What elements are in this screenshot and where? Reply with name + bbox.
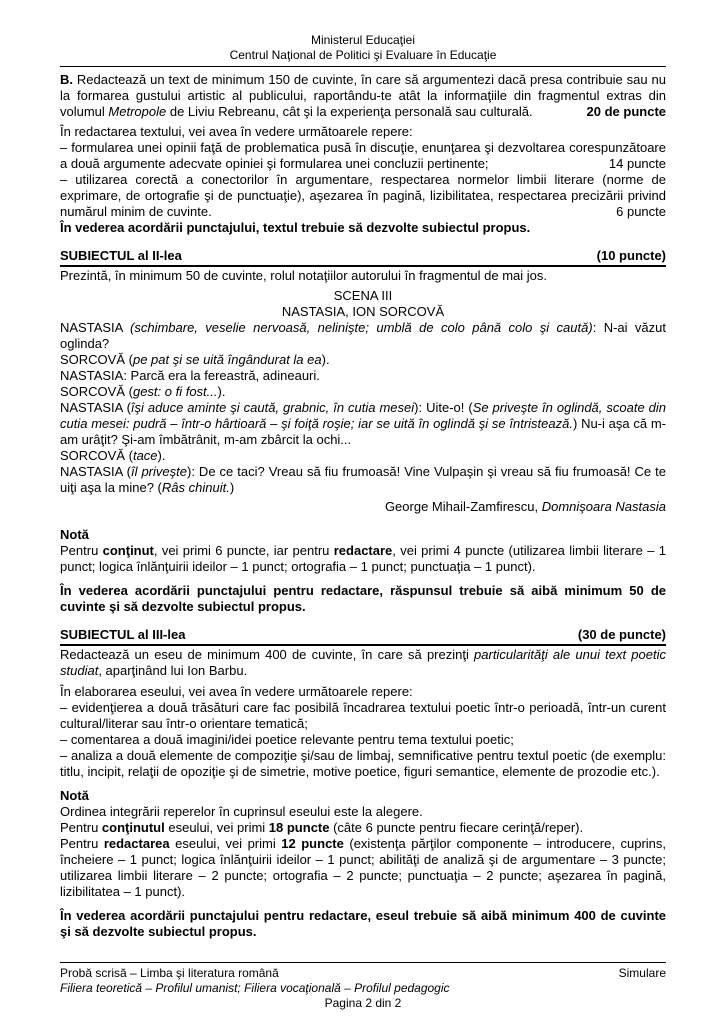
text-segment: ) — [229, 480, 235, 495]
text-segment: pe pat şi se uită îngândurat la ea — [132, 352, 322, 367]
text-segment: de Liviu Rebreanu, cât şi la experienţa personală sau culturală. — [166, 104, 533, 119]
page-number: Pagina 2 din 2 — [324, 996, 402, 1010]
text-segment: SORCOVĂ ( — [60, 352, 133, 367]
text-segment: În vederea acordării punctajului, textul trebuie să dezvolte subiectul propus. — [60, 220, 531, 235]
text-segment: ): Uite-o! ( — [414, 400, 473, 415]
text-segment: NASTASIA ( — [60, 464, 131, 479]
footer-session: Simulare — [618, 966, 666, 980]
text-segment: (existenţa părţilor componente – introducere, cuprins, încheiere – 1 punct; logica înlănţuirii ideilor – 1 punct; abilităţi de analiză şi de argumentare – 3 puncte; utilizarea limbii literare – 2 puncte; ortografia – 2 puncte; punctuaţia – 2 puncte; aşezarea în pagină, lizibilitatea – 1 punct). — [60, 836, 666, 899]
text-segment: ). — [321, 352, 330, 367]
task-2-intro — [60, 268, 666, 284]
text-segment: Pentru — [60, 836, 104, 851]
text-segment: SORCOVĂ ( — [60, 384, 133, 399]
dialogue-line — [60, 320, 666, 352]
heading-label — [60, 248, 182, 264]
text-segment: redactarea — [103, 836, 170, 851]
dialogue-line — [60, 464, 666, 496]
attribution — [60, 499, 666, 515]
points-label: 14 puncte — [601, 156, 666, 172]
content — [60, 67, 666, 940]
note-heading — [60, 788, 666, 804]
text-segment: NASTASIA, ION SORCOVĂ — [281, 304, 445, 319]
requirement-note — [60, 220, 666, 236]
text-segment: Se priveşte în oglindă, scoate din cutia mesei: pudră – într-o hârtioară – şi foiţă roşie; iar se uită în oglindă şi se întristează. — [60, 400, 666, 431]
text-segment: – comentarea a două imagini/idei poetice relevante pentru tema textului poetic; — [60, 732, 514, 747]
text-segment: , vei primi 4 puncte (utilizarea limbii literare – 1 punct; logica înlănţuirii ideilor – 1 punct; ortografia – 1 punct; punctuaţia – 1 punct). — [60, 543, 667, 574]
text-segment: SUBIECTUL al III-lea — [60, 627, 186, 642]
text-segment: Ordinea integrării reperelor în cuprinsul eseului este la alegere. — [60, 804, 423, 819]
scoring-detail — [60, 836, 666, 900]
dialogue-line — [60, 448, 666, 464]
text-segment: ): De ce taci? Vreau să fiu frumoasă! Vine Vulpaşin şi vreau să fiu frumoasă! Ce te uiţi aşa la mine? ( — [60, 464, 666, 495]
text-segment: B. — [60, 72, 73, 87]
text-segment: : N-ai văzut oglinda? — [60, 320, 666, 351]
text-segment: – analiza a două elemente de compoziţie şi/sau de limbaj, semnificative pentru textul poetic (de exemplu: titlu, incipit, relaţii de opoziţie şi de simetrie, motive poetice, figuri semantice, elemente de prozodie etc.). — [60, 748, 666, 779]
footer-exam-type: Probă scrisă – Limba şi literatura română — [60, 966, 279, 980]
essay-intro — [60, 684, 666, 700]
text-segment: ). — [157, 448, 166, 463]
points-label: 6 puncte — [608, 204, 666, 220]
text-segment: îl priveşte — [130, 464, 187, 479]
text-segment: În vederea acordării punctajului pentru redactare, eseul trebuie să aibă minimum 400 de cuvinte şi să dezvolte subiectul propus. — [60, 908, 666, 939]
text-segment: În redactarea textului, vei avea în vedere următoarele repere: — [60, 124, 413, 139]
text-segment: Notă — [60, 527, 89, 542]
text-segment: Redactează un text de minimum 150 de cuvinte, în care să argumentezi dacă presa contribuie sau nu la formarea gustului artistic al publicului, raportându-te atât la informaţiile din fragmentul extras din volumul — [60, 72, 666, 119]
text-segment: – evidenţierea a două trăsături care fac posibilă încadrarea textului poetic într-o perioadă, într-un curent cultural/literar sau într-o orientare tematică; — [60, 700, 666, 731]
guideline-item — [60, 140, 666, 172]
text-segment: Metropole — [108, 104, 167, 119]
dialogue-line — [60, 384, 666, 400]
text-segment: gest: o fi fost... — [132, 384, 218, 399]
text-segment: redactare — [333, 543, 393, 558]
essay-item — [60, 732, 666, 748]
section-heading-2 — [60, 248, 666, 267]
text-segment: , vei primi 6 puncte, iar pentru — [153, 543, 334, 558]
text-segment: (câte 6 puncte pentru fiecare cerinţă/reper). — [329, 820, 584, 835]
text-segment: Prezintă, în minimum 50 de cuvinte, rolul notaţiilor autorului în fragmentul de mai jos. — [60, 268, 548, 283]
text-segment: Râs chinuit. — [161, 480, 230, 495]
text-segment: conţinut — [102, 543, 154, 558]
document-footer — [60, 962, 666, 1011]
center-name: Centrul Naţional de Politici şi Evaluare în Educaţie — [229, 48, 497, 62]
section-heading-3 — [60, 627, 666, 646]
text-segment: , aparţinând lui Ion Barbu. — [98, 663, 248, 678]
text-segment: – formularea unei opinii faţă de problematica pusă în discuţie, enunţarea şi dezvoltarea corespunzătoare a două argumente adecvate opiniei şi formularea unei concluzii pertinente; — [60, 140, 666, 171]
text-segment: NASTASIA — [60, 320, 131, 335]
points-label: 20 de puncte — [579, 104, 666, 120]
text-segment: Redactează un eseu de minimum 400 de cuvinte, în care să prezinţi — [60, 647, 475, 662]
text-segment: Pentru — [60, 820, 102, 835]
dialogue-line — [60, 400, 666, 448]
text-segment: ) Nu-i aşa că m-am urâţit? Şi-am îmbătrânit, m-am zbârcit la ochi... — [60, 416, 666, 447]
text-segment: Pentru — [60, 543, 103, 558]
guideline-item — [60, 172, 666, 220]
text-segment: eseului, vei primi — [169, 836, 282, 851]
text-segment: conţinutul — [101, 820, 165, 835]
text-segment: George Mihail-Zamfirescu, — [384, 499, 542, 514]
scoring-detail — [60, 820, 666, 836]
task-b — [60, 72, 666, 120]
scene-title — [60, 288, 666, 304]
dialogue-line — [60, 368, 666, 384]
essay-item — [60, 748, 666, 780]
requirement-note — [60, 583, 666, 615]
essay-note — [60, 804, 666, 820]
scene-characters — [60, 304, 666, 320]
text-segment: NASTASIA: Parcă era la fereastră, adineauri. — [60, 368, 320, 383]
task-3-intro — [60, 647, 666, 679]
text-segment: 18 puncte — [268, 820, 330, 835]
text-segment: particularităţi ale unui text poetic studiat — [60, 647, 666, 678]
points-label: (10 puncte) — [596, 248, 666, 263]
text-segment: Domnişoara Nastasia — [541, 499, 666, 514]
guidelines-intro — [60, 124, 666, 140]
text-segment: În elaborarea eseului, vei avea în vedere următoarele repere: — [60, 684, 413, 699]
text-segment: SUBIECTUL al II-lea — [60, 248, 182, 263]
note-heading — [60, 527, 666, 543]
footer-profile: Filiera teoretică – Profilul umanist; Filiera vocaţională – Profilul pedagogic — [60, 981, 450, 995]
text-segment: tace — [132, 448, 158, 463]
text-segment: În vederea acordării punctajului pentru redactare, răspunsul trebuie să aibă minimum 50 de cuvinte şi să dezvolte subiectul propus. — [60, 583, 666, 614]
text-segment: 12 puncte — [281, 836, 344, 851]
text-segment: îşi aduce aminte şi caută, grabnic, în cutia mesei — [130, 400, 415, 415]
text-segment: (schimbare, veselie nervoasă, nelinişte; umblă de colo până colo şi caută) — [130, 320, 593, 335]
text-segment: – utilizarea corectă a conectorilor în argumentare, respectarea normelor limbii literare (norme de exprimare, de ortografie şi de punctuaţie), aşezarea în pagină, lizibilitatea, respectarea precizării privind numărul minim de cuvinte. — [60, 172, 666, 219]
heading-label — [60, 627, 185, 643]
requirement-note — [60, 908, 666, 940]
dialogue-line — [60, 352, 666, 368]
text-segment: Notă — [60, 788, 89, 803]
text-segment: SORCOVĂ ( — [60, 448, 133, 463]
essay-item — [60, 700, 666, 732]
scoring-detail — [60, 543, 666, 575]
ministry-name: Ministerul Educaţiei — [310, 33, 416, 47]
text-segment: ). — [217, 384, 226, 399]
points-label: (30 de puncte) — [577, 627, 666, 642]
footer-row — [60, 966, 666, 981]
text-segment: SCENA III — [333, 288, 393, 303]
text-segment: eseului, vei primi — [164, 820, 269, 835]
text-segment: NASTASIA ( — [60, 400, 131, 415]
document-header — [60, 33, 666, 67]
